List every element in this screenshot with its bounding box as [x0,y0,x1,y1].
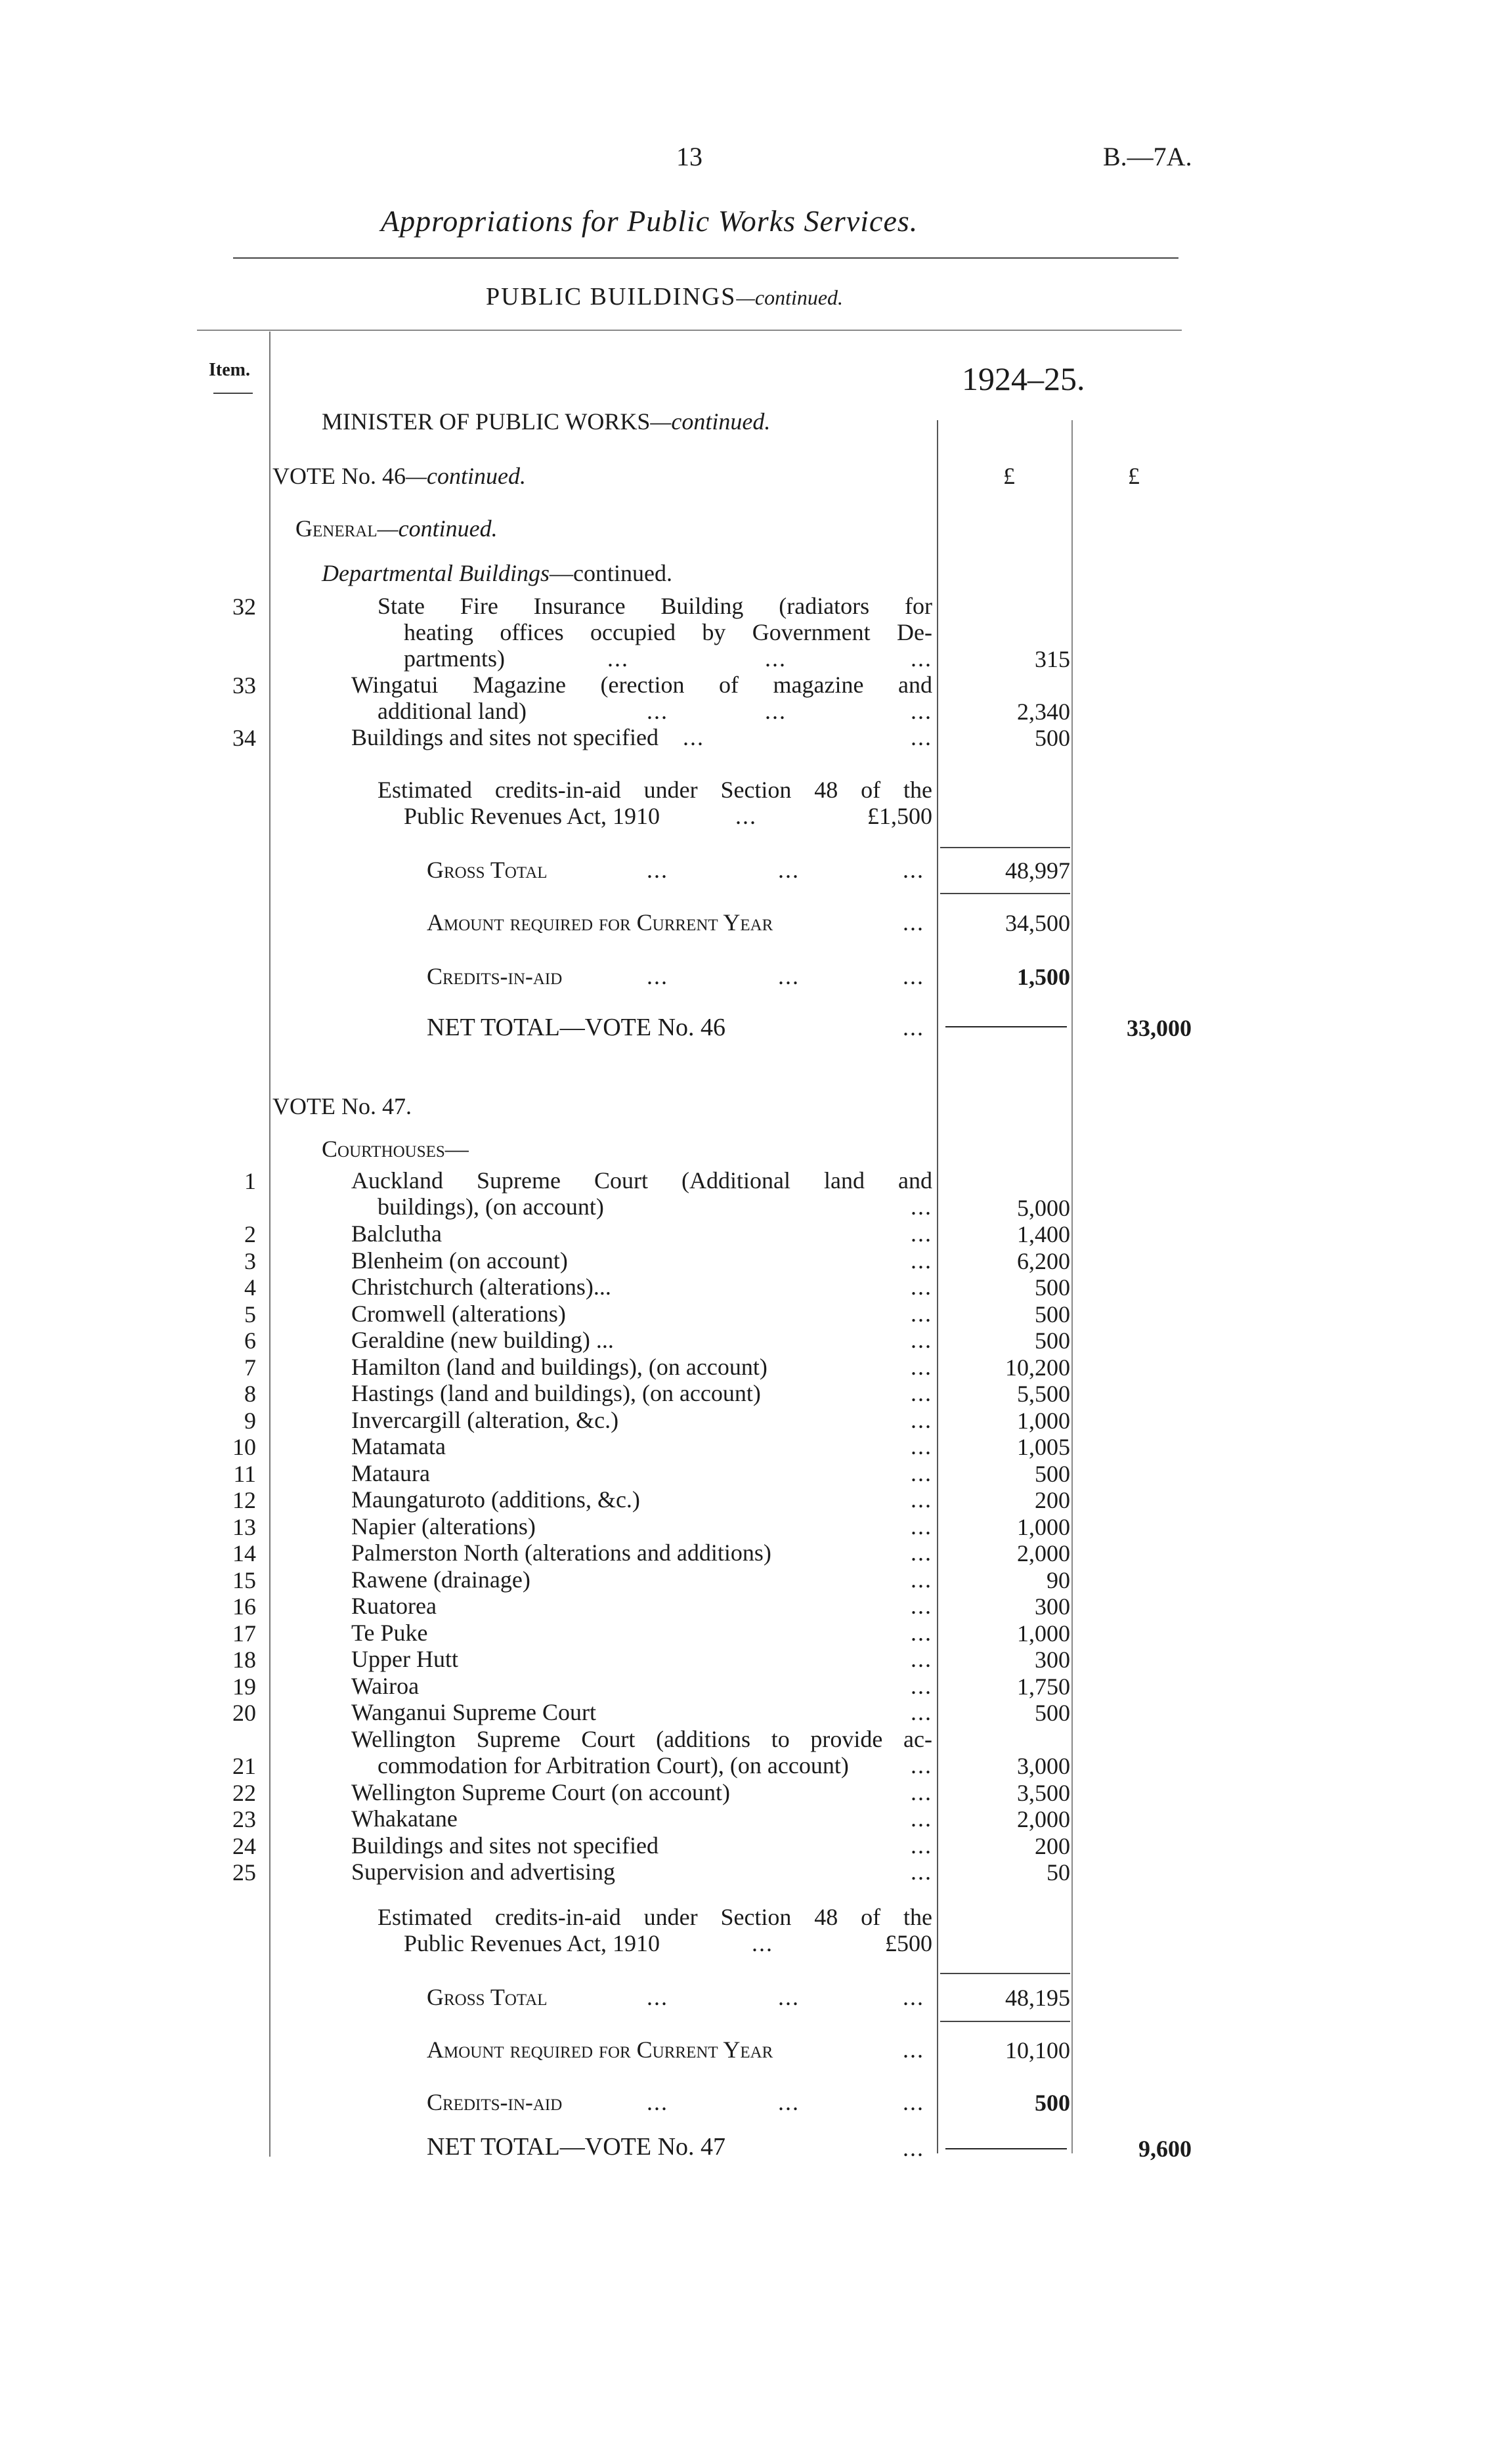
leader-dots: ... [911,1619,932,1646]
item-description [351,1726,932,1779]
item-amount: 1,400 [1017,1221,1070,1247]
item-amount: 1,750 [1017,1673,1070,1700]
item-description [351,1805,932,1832]
item-line: commodation for Arbitration Court), (on account) [378,1752,849,1779]
leader-dots: ... [911,698,932,724]
leader-dots: ... [911,724,932,750]
item-amount: 3,000 [1017,1753,1070,1779]
credits-note-line: Estimated credits-in-aid under Section 48 of the [378,1904,932,1930]
net-total-rule [945,1026,1067,1027]
leader-dots: ... [911,1194,932,1220]
item-number: 12 [232,1487,256,1513]
item-description [351,1486,932,1513]
item-number: 3 [244,1247,256,1274]
item-number: 19 [232,1673,256,1700]
item-description [351,1327,932,1353]
pound-symbol-amount: £ [1003,463,1015,489]
item-line: Cromwell (alterations) [351,1300,566,1327]
amount-required-label: Amount required for Current Year [427,909,773,936]
item-amount: 5,500 [1017,1381,1070,1407]
courthouses-heading: Courthouses— [322,1136,469,1162]
item-number: 14 [232,1540,256,1566]
gross-total-rule [940,1973,1070,1974]
amount-required-label: Amount required for Current Year [427,2037,773,2063]
pound-symbol-total: £ [1128,463,1140,489]
item-amount: 500 [1035,1460,1070,1487]
item-number: 11 [233,1460,256,1487]
item-description [351,1354,932,1380]
item-line: Auckland Supreme Court (Additional land and [351,1167,932,1194]
vote47-heading: VOTE No. 47. [272,1093,412,1119]
minister-name: MINISTER OF PUBLIC WORKS [322,408,651,435]
total-column-rule [1071,420,1073,2153]
item-description [351,1380,932,1406]
item-line: Mataura [351,1459,430,1486]
leader-dots: ... [911,1832,932,1859]
leader-dots: ... [647,963,668,989]
leader-dots: ... [911,1513,932,1540]
credits-note [378,777,932,829]
item-description [351,1566,932,1593]
item-description [351,724,932,750]
item-amount: 500 [1035,1700,1070,1726]
credits-note-amount: £500 [885,1930,932,1956]
item-description [351,1540,932,1566]
item-number: 4 [244,1274,256,1301]
leader-dots: ... [911,1593,932,1619]
item-amount: 200 [1035,1487,1070,1513]
item-amount: 2,000 [1017,1806,1070,1832]
amount-required-value: 34,500 [1005,910,1070,936]
item-number: 8 [244,1381,256,1407]
item-line: Te Puke [351,1619,428,1646]
leader-dots: ... [911,1486,932,1513]
leader-dots: ... [911,1540,932,1566]
item-number: 25 [232,1859,256,1886]
leader-dots: ... [911,1220,932,1247]
item-description [351,1699,932,1725]
amount-required-rule [940,2021,1070,2022]
item-description [351,1247,932,1274]
item-number: 1 [244,1168,256,1194]
item-line: Hastings (land and buildings), (on account) [351,1380,761,1406]
vote46-heading [272,463,526,489]
title-rule [233,257,1178,259]
item-description [378,593,932,672]
item-number: 5 [244,1301,256,1327]
leader-dots: ... [911,1646,932,1672]
leader-dots: ... [903,1014,924,1041]
leader-dots: ... [911,1247,932,1274]
gross-total-label: Gross Total [427,1984,548,2010]
leader-dots: ... [647,857,668,883]
leader-dots: ... [683,724,704,750]
item-amount: 2,000 [1017,1540,1070,1566]
credits-label: Credits-in-aid [427,963,563,989]
item-number: 34 [232,725,256,751]
leader-dots: ... [911,1327,932,1353]
leader-dots: ... [911,1300,932,1327]
item-number: 23 [232,1806,256,1832]
departmental-cont: —continued. [549,560,672,586]
item-number: 17 [232,1620,256,1647]
item-description [351,1779,932,1805]
amount-required-rule [940,893,1070,894]
item-amount: 90 [1047,1566,1070,1593]
credits-note-line: Public Revenues Act, 1910 [404,1930,660,1956]
item-description [351,1301,932,1327]
leader-dots: ... [911,1859,932,1885]
item-number: 18 [232,1647,256,1673]
credits-note [378,1904,932,1956]
item-line: Wanganui Supreme Court [351,1699,597,1725]
net-total-label: NET TOTAL—VOTE No. 46 [427,1014,726,1041]
item-line: Wingatui Magazine (erection of magazine and [351,672,932,698]
item-header-rule [213,393,253,394]
leader-dots: ... [911,1752,932,1779]
item-line: Wellington Supreme Court (additions to provide ac- [351,1725,932,1752]
credits-note-line: Public Revenues Act, 1910 [404,803,660,829]
item-amount: 50 [1047,1859,1070,1886]
gross-total-label: Gross Total [427,857,548,883]
item-amount: 315 [1035,646,1070,672]
item-line: Rawene (drainage) [351,1566,530,1593]
leader-dots: ... [765,645,787,672]
departmental-heading [322,560,672,586]
item-description [351,1460,932,1486]
gross-total-value: 48,997 [1005,857,1070,884]
leader-dots: ... [752,1930,773,1956]
item-line: Christchurch (alterations)... [351,1274,611,1300]
leader-dots: ... [647,698,668,724]
item-description [351,1513,932,1540]
leader-dots: ... [778,2089,800,2115]
item-line: Maungaturoto (additions, &c.) [351,1486,640,1513]
item-description [351,1859,932,1885]
item-description [351,1167,932,1220]
leader-dots: ... [911,1380,932,1406]
item-description [351,672,932,724]
net-total-value: 9,600 [1138,2136,1192,2162]
item-amount: 500 [1035,1301,1070,1327]
leader-dots: ... [903,2089,924,2115]
item-line: Upper Hutt [351,1646,458,1672]
page-title: Appropriations for Public Works Services. [381,204,918,238]
leader-dots: ... [903,963,924,989]
item-amount: 300 [1035,1647,1070,1673]
departmental-label: Departmental Buildings [322,560,550,586]
leader-dots: ... [911,645,932,672]
net-total-label: NET TOTAL—VOTE No. 47 [427,2133,726,2161]
item-description [351,1220,932,1247]
item-amount: 1,000 [1017,1407,1070,1434]
leader-dots: ... [911,1779,932,1805]
amount-required-value: 10,100 [1005,2037,1070,2063]
item-amount: 6,200 [1017,1247,1070,1274]
leader-dots: ... [911,1672,932,1699]
item-line: Palmerston North (alterations and additions) [351,1540,771,1566]
leader-dots: ... [765,698,787,724]
item-line: Whakatane [351,1805,458,1832]
item-description [351,1433,932,1459]
leader-dots: ... [903,2037,924,2063]
item-amount: 5,000 [1017,1194,1070,1221]
item-line: Buildings and sites not specified [351,724,659,750]
leader-dots: ... [911,1433,932,1459]
vote46-title: VOTE No. 46 [272,463,406,489]
item-line: Geraldine (new building) ... [351,1327,614,1353]
item-line: Wairoa [351,1672,420,1699]
credits-value: 1,500 [1017,964,1070,990]
item-line: Matamata [351,1433,446,1459]
item-description [351,1274,932,1300]
item-line: partments) [404,645,505,672]
amount-column-rule [937,420,938,2153]
general-cont: —continued. [377,515,498,542]
credits-value: 500 [1035,2090,1070,2116]
item-description [351,1620,932,1646]
item-column-rule [269,332,270,2157]
item-number: 10 [232,1434,256,1460]
item-line: heating offices occupied by Government De- [404,619,932,645]
leader-dots: ... [647,2089,668,2115]
item-amount: 3,500 [1017,1779,1070,1806]
item-amount: 1,005 [1017,1434,1070,1460]
section-name: PUBLIC BUILDINGS [486,283,737,311]
item-amount: 1,000 [1017,1513,1070,1540]
leader-dots: ... [607,645,629,672]
leader-dots: ... [903,1984,924,2010]
year-column-header: 1924–25. [962,360,1085,397]
credits-label: Credits-in-aid [427,2089,563,2115]
item-column-header: Item. [209,360,250,380]
item-line: State Fire Insurance Building (radiators for [378,593,932,619]
leader-dots: ... [778,1984,800,2010]
leader-dots: ... [911,1353,932,1380]
gross-total-value: 48,195 [1005,1985,1070,2011]
item-amount: 500 [1035,725,1070,751]
leader-dots: ... [903,2135,924,2161]
leader-dots: ... [911,1459,932,1486]
leader-dots: ... [911,1274,932,1300]
item-line: buildings), (on account) [378,1194,604,1220]
item-number: 6 [244,1327,256,1354]
credits-note-line: Estimated credits-in-aid under Section 48 of the [378,777,932,803]
item-number: 32 [232,593,256,620]
page-number: 13 [676,142,702,171]
item-amount: 300 [1035,1593,1070,1620]
item-number: 22 [232,1779,256,1806]
leader-dots: ... [911,1406,932,1433]
section-cont: —continued. [736,286,844,309]
minister-heading [322,408,770,435]
vote46-cont: —continued. [405,463,526,489]
item-number: 20 [232,1700,256,1726]
item-number: 16 [232,1593,256,1620]
item-number: 33 [232,672,256,699]
item-number: 13 [232,1513,256,1540]
item-amount: 2,340 [1017,699,1070,725]
item-description [351,1646,932,1672]
general-heading [295,515,498,542]
leader-dots: ... [778,857,800,883]
item-amount: 10,200 [1005,1354,1070,1381]
item-number: 24 [232,1832,256,1859]
item-description [351,1832,932,1859]
net-total-value: 33,000 [1127,1015,1192,1041]
credits-note-amount: £1,500 [867,803,932,829]
item-number: 7 [244,1354,256,1381]
item-description [351,1673,932,1699]
item-number: 2 [244,1221,256,1247]
item-amount: 500 [1035,1274,1070,1301]
item-line: Invercargill (alteration, &c.) [351,1406,619,1433]
item-line: Napier (alterations) [351,1513,536,1540]
item-number: 21 [232,1753,256,1779]
leader-dots: ... [647,1984,668,2010]
leader-dots: ... [911,1566,932,1593]
document-code: B.—7A. [1103,142,1192,171]
item-line: Supervision and advertising [351,1859,615,1885]
item-description [351,1407,932,1433]
leader-dots: ... [911,1805,932,1832]
table-top-rule [197,330,1182,331]
item-amount: 200 [1035,1832,1070,1859]
leader-dots: ... [778,963,800,989]
section-heading [486,282,843,311]
item-line: Ruatorea [351,1593,437,1619]
minister-cont: —continued. [650,408,771,435]
item-line: Balclutha [351,1220,442,1247]
item-line: Buildings and sites not specified [351,1832,659,1859]
leader-dots: ... [903,909,924,936]
leader-dots: ... [911,1699,932,1725]
item-line: Hamilton (land and buildings), (on account) [351,1353,767,1380]
item-amount: 500 [1035,1327,1070,1354]
item-line: Wellington Supreme Court (on account) [351,1779,730,1805]
leader-dots: ... [735,803,757,829]
item-amount: 1,000 [1017,1620,1070,1647]
item-line: additional land) [378,698,527,724]
leader-dots: ... [903,857,924,883]
item-number: 15 [232,1566,256,1593]
item-line: Blenheim (on account) [351,1247,568,1274]
item-number: 9 [244,1407,256,1434]
general-label: General [295,515,378,542]
item-description [351,1593,932,1619]
gross-total-rule [940,847,1070,848]
net-total-rule [945,2148,1067,2149]
